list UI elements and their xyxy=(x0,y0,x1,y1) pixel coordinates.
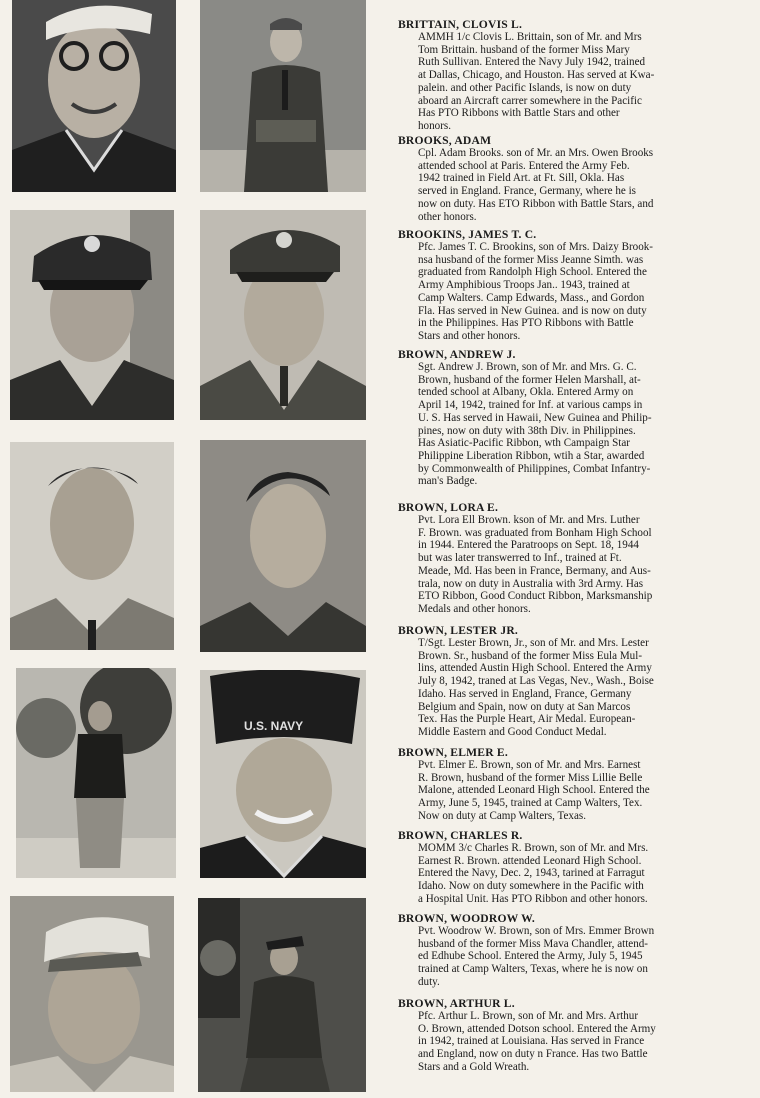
entry-name: BROOKS, ADAM xyxy=(398,134,492,147)
entry-name: BROWN, ANDREW J. xyxy=(398,348,516,361)
entry-bio: Pfc. Arthur L. Brown, son of Mr. and Mrs. Arthur O. Brown, attended Dotson school. Entered the Army in 1942, trained at Louisiana. Has served in France and England, now on duty n France. Has two Battle Stars and a Gold Wreath. xyxy=(418,1010,656,1073)
photo-soldier-cap-2 xyxy=(200,210,366,420)
entry-brown-charles xyxy=(398,829,752,906)
entry-bio: AMMH 1/c Clovis L. Brittain, son of Mr. and Mrs Tom Brittain. husband of the former Miss Mary Ruth Sullivan. Entered the Navy July 1942, trained at Dallas, Chicago, and Houston. Has served at Kwa- palein. and other Pacific Islands, is now on duty aboard an Aircraft carrer somewhere in the Pacific Has PTO Ribbons with Battle Stars and other honors. xyxy=(418,31,655,132)
photo-sailor-glasses xyxy=(12,0,176,192)
photo-soldier-seated xyxy=(198,898,366,1092)
entry-name: BROOKINS, JAMES T. C. xyxy=(398,228,537,241)
entry-bio: Pvt. Lora Ell Brown. kson of Mr. and Mrs. Luther F. Brown. was graduated from Bonham High School in 1944. Entered the Paratroops on Sept. 18, 1944 but was later transwerred to Inf., trained at Ft. Meade, Md. Has been in France, Bermany, and Aus- trala, now on duty in Australia with 3rd Army. Has ETO Ribbon, Good Conduct Ribbon, Marksmanship Medals and other honors. xyxy=(418,514,653,615)
entry-bio: Pvt. Elmer E. Brown, son of Mr. and Mrs. Earnest R. Brown, husband of the former Miss Lillie Belle Malone, attended Leonard High School. Entered the Army, June 5, 1945, trained at Camp Walters, Tex. Now on duty at Camp Walters, Texas. xyxy=(418,759,650,822)
entry-bio: Pvt. Woodrow W. Brown, son of Mrs. Emmer Brown husband of the former Miss Mava Chandler, attend- ed Edhube School. Entered the Army, July 5, 1945 trained at Camp Walters, Texas, where he is now on duty. xyxy=(418,925,655,988)
entry-brown-lora xyxy=(398,501,752,616)
entry-bio: T/Sgt. Lester Brown, Jr., son of Mr. and Mrs. Lester Brown. Sr., husband of the former Miss Eula Mul- lins, attended Austin High School. Entered the Army July 8, 1942, traned at Las Vegas, Nev., Wash., Boise Idaho. Has served in England, France, Germany Belgium and Spain, now on duty at San Marcos Tex. Has the Purple Heart, Air Medal. European- Middle Eastern and Good Conduct Medal. xyxy=(418,637,654,738)
entry-name: BRITTAIN, CLOVIS L. xyxy=(398,18,523,31)
entry-brown-andrew xyxy=(398,348,752,488)
entry-bio: Sgt. Andrew J. Brown, son of Mr. and Mrs. G. C. Brown, husband of the former Helen Marshall, at- tended school at Albany, Okla. Entered Army on April 14, 1942, trained for Inf. at various camps in U. S. Has served in Hawaii, New Guinea and Philip- pines, now on duty with 38th Div. in Philippines. Has Asiatic-Pacific Ribbon, wth Campaign Star Philippine Liberation Ribbon, wtih a Star, awarded by Commonwealth of Philippines, Combat Infantry- man's Badge. xyxy=(418,361,652,488)
entry-name: BROWN, ARTHUR L. xyxy=(398,997,515,1010)
photo-soldier-garrison-cap xyxy=(10,896,174,1092)
biography-column xyxy=(398,14,752,1094)
photo-soldier-portrait xyxy=(200,440,366,652)
entry-bio: MOMM 3/c Charles R. Brown, son of Mr. and Mrs. Earnest R. Brown. attended Leonard High School. Entered the Navy, Dec. 2, 1943, tarined at Farragut Idaho. Now on duty somewhere in the Pacific with a Hospital Unit. Has PTO Ribbon and other honors. xyxy=(418,842,649,905)
entry-name: BROWN, LESTER JR. xyxy=(398,624,519,637)
entry-brown-woodrow xyxy=(398,912,752,989)
entry-name: BROWN, CHARLES R. xyxy=(398,829,523,842)
entry-name: BROWN, WOODROW W. xyxy=(398,912,535,925)
entry-brown-lester xyxy=(398,624,752,739)
entry-bio: Pfc. James T. C. Brookins, son of Mrs. Daizy Brook- nsa husband of the former Miss Jeanne Simth. was graduated from Randolph High School. Entered the Army Amphibious Troops Jan.. 1943, trained at Camp Walters. Camp Edwards, Mass., and Gordon Fla. Has served in New Guinea. and is now on duty in the Philippines. Has PTO Ribbons with Battle Stars and other honors. xyxy=(418,241,654,342)
entry-name: BROWN, ELMER E. xyxy=(398,746,508,759)
photo-soldier-standing xyxy=(200,0,366,192)
navy-cap-text: U.S. NAVY xyxy=(244,719,304,733)
entry-bio: Cpl. Adam Brooks. son of Mr. an Mrs. Owen Brooks attended school at Paris. Entered the Army Feb. 1942 trained in Field Art. at Ft. Sill, Okla. Has served in England. France, Germany, where he is now on duty. Has ETO Ribbon with Battle Stars, and other honors. xyxy=(418,147,654,223)
entry-brookins xyxy=(398,228,752,343)
photo-sailor-smiling xyxy=(200,670,366,878)
entry-name: BROWN, LORA E. xyxy=(398,501,499,514)
entry-brittain xyxy=(398,18,752,133)
entry-brown-elmer xyxy=(398,746,752,823)
photo-young-man xyxy=(10,442,174,650)
photo-soldier-cap-1 xyxy=(10,210,174,420)
entry-brown-arthur xyxy=(398,997,752,1074)
entry-brooks xyxy=(398,134,752,223)
photo-man-outdoors xyxy=(16,668,176,878)
